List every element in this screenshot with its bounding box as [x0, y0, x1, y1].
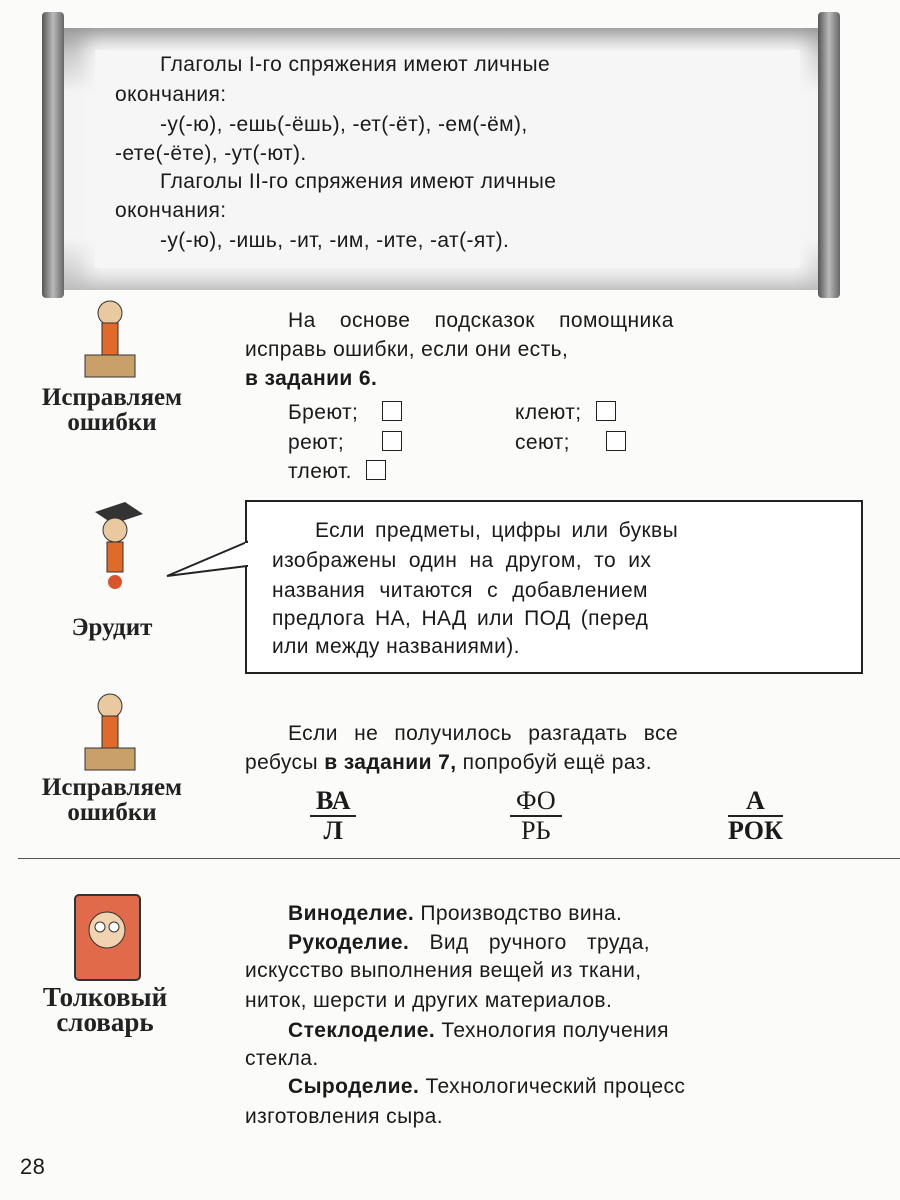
- scroll-roll-left: [42, 12, 64, 298]
- task-reference: в задании 6.: [245, 367, 378, 390]
- answer-checkbox[interactable]: [366, 460, 386, 480]
- scroll-roll-right: [818, 12, 840, 298]
- rule-line: окончания:: [115, 83, 227, 106]
- rebus: ВА Л: [310, 787, 356, 845]
- dictionary-entry: искусство выполнения вещей из ткани,: [245, 959, 642, 982]
- rule-line: Глаголы I-го спряжения имеют личные: [160, 53, 551, 76]
- fact-text: изображены один на другом, то их: [272, 549, 652, 572]
- fact-text: Если предметы, цифры или буквы: [315, 519, 679, 542]
- dictionary-entry: Стеклоделие. Технология получения: [288, 1019, 669, 1042]
- section-label: Толковый словарь: [42, 982, 168, 1037]
- word-item: реют;: [288, 428, 402, 457]
- answer-checkbox[interactable]: [382, 431, 402, 451]
- word-item: тлеют.: [288, 457, 386, 486]
- speech-bubble-tail: [165, 540, 249, 580]
- pencil-mascot-icon: [80, 688, 140, 778]
- rule-line: Глаголы II-го спряжения имеют личные: [160, 170, 557, 193]
- fact-text: названия читаются с добавлением: [272, 579, 648, 602]
- task-text: ребусы в задании 7, попробуй ещё раз.: [245, 751, 652, 774]
- section-divider: [18, 858, 900, 859]
- fact-text: или между названиями).: [272, 635, 520, 658]
- task-text: Если не получилось разгадать все: [288, 722, 679, 745]
- dictionary-book-icon: [60, 885, 160, 985]
- section-label: Эрудит: [71, 614, 153, 641]
- word-item: клеют;: [515, 398, 616, 427]
- graduate-mascot-icon: [85, 500, 145, 590]
- dictionary-entry: Сыроделие. Технологический процесс: [288, 1075, 686, 1098]
- dictionary-entry: изготовления сыра.: [245, 1105, 443, 1128]
- section-label: Исправляем ошибки: [41, 384, 183, 436]
- word-item: Бреют;: [288, 398, 402, 427]
- answer-checkbox[interactable]: [606, 431, 626, 451]
- answer-checkbox[interactable]: [596, 401, 616, 421]
- rebus: А РОК: [728, 786, 783, 845]
- dictionary-entry: Рукоделие. Вид ручного труда,: [288, 931, 651, 954]
- dictionary-entry: Виноделие. Производство вина.: [288, 902, 623, 925]
- rebus: ФО РЬ: [510, 787, 562, 845]
- dictionary-entry: ниток, шерсти и других материалов.: [245, 989, 613, 1012]
- word-item: сеют;: [515, 428, 626, 457]
- rule-line: -ете(-ёте), -ут(-ют).: [115, 142, 307, 165]
- dictionary-entry: стекла.: [245, 1047, 319, 1070]
- rule-line: -у(-ю), -ешь(-ёшь), -ет(-ёт), -ем(-ём),: [160, 113, 528, 136]
- task-text: На основе подсказок помощника: [288, 309, 674, 332]
- rule-line: окончания:: [115, 199, 227, 222]
- fact-text: предлога НА, НАД или ПОД (перед: [272, 607, 649, 630]
- section-label: Исправляем ошибки: [41, 774, 183, 826]
- task-text: исправь ошибки, если они есть,: [245, 338, 569, 361]
- rule-line: -у(-ю), -ишь, -ит, -им, -ите, -ат(-ят).: [160, 229, 510, 252]
- page-number: 28: [20, 1154, 46, 1179]
- pencil-mascot-icon: [80, 295, 140, 385]
- answer-checkbox[interactable]: [382, 401, 402, 421]
